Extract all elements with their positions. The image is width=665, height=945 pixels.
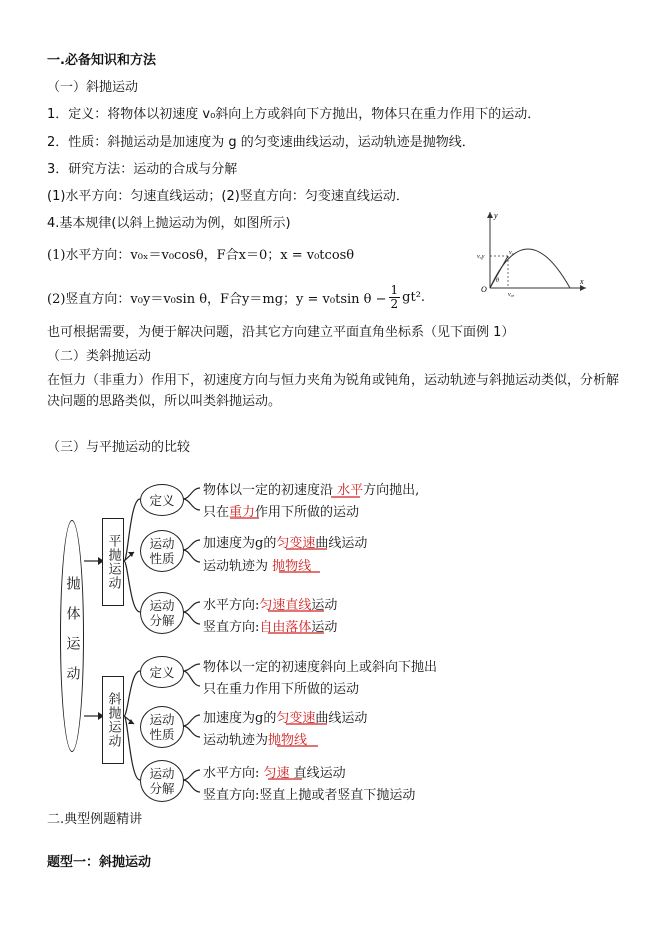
- paragraph-property: 2．性质：斜抛运动是加速度为 g 的匀变速曲线运动，运动轨迹是抛物线．: [47, 135, 475, 150]
- b2-prop-link2: [183, 726, 200, 737]
- b1-prop-line1: [203, 532, 367, 551]
- b1-def-link1: [183, 488, 200, 499]
- label-v0x: v₀ₓ: [508, 292, 515, 298]
- paragraph-quasi-oblique: 在恒力（非重力）作用下，初速度方向与恒力夹角为锐角或钝角，运动轨迹与斜抛运动类似，分析解决问题的思路类似，所以叫类斜抛运动。: [47, 373, 620, 409]
- b1-prop-line2-pre: 运动轨迹为: [203, 559, 273, 574]
- b1-property-node: [140, 530, 184, 572]
- b1-decomposition-label: 运动分解: [149, 598, 175, 628]
- root-node: 抛体运动: [60, 520, 84, 752]
- subsection-title-2: （二）类斜抛运动: [47, 349, 152, 364]
- b2-decomposition-label: 运动分解: [149, 766, 175, 796]
- branch2-brace-top: [124, 671, 140, 716]
- b2-def-link1: [183, 664, 200, 671]
- b1-prop-line2: [203, 555, 311, 574]
- equation-vertical-suffix: gt².: [402, 290, 426, 305]
- branch2-brace-bottom: [124, 716, 140, 780]
- subsection-title-3: （三）与平抛运动的比较: [47, 440, 191, 455]
- b1-def-line1-key: 水平: [337, 483, 364, 498]
- b2-dec-line1-key: 匀速: [263, 766, 290, 781]
- b1-decomposition-node: [140, 592, 184, 634]
- fraction-numerator: 1: [390, 283, 399, 297]
- branch2-node: 斜抛运动: [102, 676, 124, 764]
- b1-def-line1-pre: 物体以一定的初速度沿: [203, 483, 338, 498]
- b2-prop-line1-pre: 加速度为g的: [203, 711, 277, 726]
- b1-def-link2: [183, 499, 200, 510]
- b1-dec-line1: [203, 594, 337, 613]
- equation-horizontal: (1)水平方向：v₀ₓ＝v₀cosθ，F合x＝0；x = v₀tcosθ: [47, 248, 355, 263]
- b1-dec-line2: [203, 616, 337, 635]
- b2-def-line2: 只在重力作用下所做的运动: [203, 682, 360, 697]
- paragraph-rules: 4.基本规律(以斜上抛运动为例，如图所示): [47, 216, 291, 231]
- paragraph-components: (1)水平方向：匀速直线运动；(2)竖直方向：匀变速直线运动．: [47, 189, 409, 204]
- b2-dec-line1-post: 直线运动: [289, 766, 346, 781]
- branch1-node: 平抛运动: [102, 518, 124, 606]
- b2-prop-line1-key: 匀变速: [276, 711, 316, 726]
- equation-vertical-prefix: (2)竖直方向：v₀y＝v₀sin θ，F合y＝mg；y = v₀tsin θ −: [47, 292, 387, 307]
- b1-dec-line1-key: 匀速直线: [259, 598, 312, 613]
- label-theta: θ: [496, 278, 499, 284]
- b1-dec-line2-pre: 竖直方向:: [203, 620, 260, 635]
- b2-dec-line1: [203, 762, 346, 781]
- label-y: y: [494, 211, 498, 220]
- b2-def-line1: 物体以一定的初速度斜向上或斜向下抛出: [203, 660, 438, 675]
- b1-prop-line2-key: 抛物线: [272, 559, 312, 574]
- branch1-brace-top: [124, 499, 140, 561]
- b2-prop-line2: [203, 729, 307, 748]
- b2-dec-link2: [183, 780, 200, 792]
- b2-definition-node: 定义: [140, 656, 184, 688]
- b1-dec-line2-post: 运动: [311, 620, 338, 635]
- b2-dec-line1-pre: 水平方向:: [203, 766, 264, 781]
- b1-prop-link1: [183, 540, 200, 550]
- b2-dec-link1: [183, 770, 200, 780]
- b2-def-link2: [183, 671, 200, 686]
- question-type-title: 题型一：斜抛运动: [47, 855, 152, 870]
- b2-property-node: [140, 706, 184, 748]
- b2-property-label: 运动性质: [149, 712, 175, 742]
- b1-def-line2-key: 重力: [229, 505, 256, 520]
- b1-property-label: 运动性质: [149, 536, 175, 566]
- b1-dec-line2-key: 自由落体: [259, 620, 312, 635]
- section-title: 一.必备知识和方法: [47, 53, 156, 68]
- b1-prop-line1-post: 曲线运动: [315, 536, 368, 551]
- label-x: x: [580, 277, 584, 286]
- b2-prop-line2-key: 抛物线: [268, 733, 308, 748]
- b1-dec-link2: [183, 612, 200, 624]
- subsection-title: （一）斜抛运动: [47, 80, 139, 95]
- b1-prop-line1-key: 匀变速: [276, 536, 316, 551]
- b1-def-line1: [203, 479, 419, 498]
- paragraph-method: 3．研究方法：运动的合成与分解: [47, 162, 238, 177]
- label-v0y: v₀y: [477, 254, 485, 260]
- b1-def-line1-post: 方向抛出,: [363, 483, 420, 498]
- label-origin: O: [481, 285, 487, 294]
- fraction-denominator: 2: [390, 297, 399, 311]
- b2-prop-link1: [183, 715, 200, 726]
- b1-dec-line1-post: 运动: [311, 598, 338, 613]
- b1-dec-line1-pre: 水平方向:: [203, 598, 260, 613]
- b1-prop-line1-pre: 加速度为g的: [203, 536, 277, 551]
- paragraph-coordinate-note: 也可根据需要，为便于解决问题，沿其它方向建立平面直角坐标系（见下面例 1）: [47, 325, 515, 340]
- b2-prop-line2-pre: 运动轨迹为: [203, 733, 269, 748]
- b1-def-line2: [203, 501, 359, 520]
- section-title-2: 二.典型例题精讲: [47, 812, 143, 827]
- b2-prop-line1: [203, 707, 367, 726]
- b2-dec-line2: 竖直方向:竖直上抛或者竖直下抛运动: [203, 788, 416, 803]
- b2-prop-line1-post: 曲线运动: [315, 711, 368, 726]
- label-v0: v₀: [509, 250, 514, 256]
- b2-decomposition-node: [140, 760, 184, 802]
- paragraph-definition: 1．定义：将物体以初速度 v₀斜向上方或斜向下方抛出，物体只在重力作用下的运动．: [47, 107, 541, 122]
- b1-def-line2-post: 作用下所做的运动: [255, 505, 360, 520]
- b1-prop-link2: [183, 550, 200, 562]
- b1-def-line2-pre: 只在: [203, 505, 230, 520]
- branch1-brace-bottom: [124, 561, 140, 612]
- b1-definition-node: 定义: [140, 484, 184, 516]
- b1-dec-link1: [183, 602, 200, 612]
